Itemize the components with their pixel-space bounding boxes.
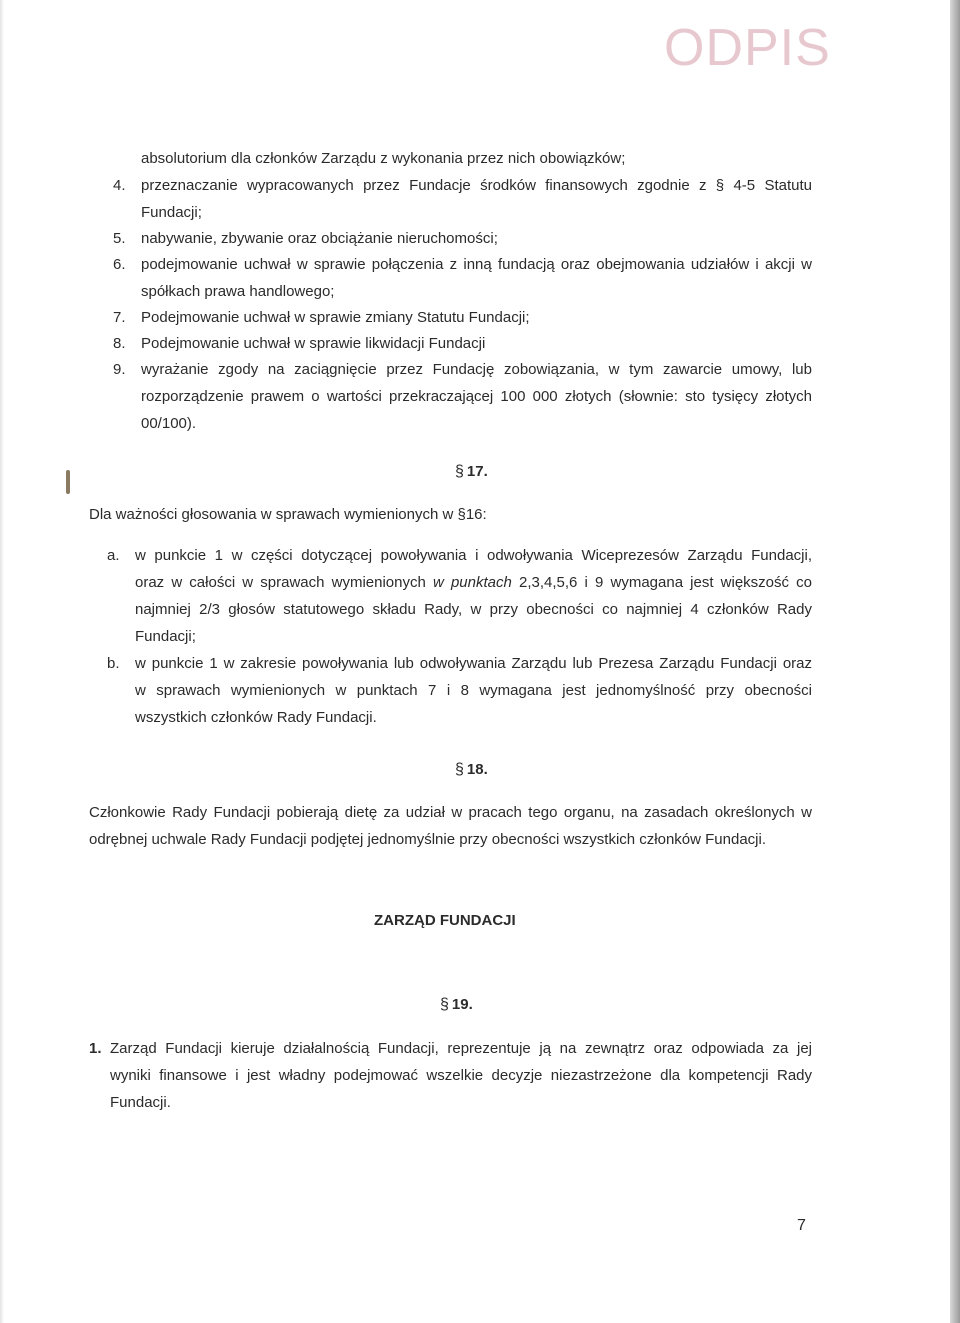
section-19-title: § 19. xyxy=(440,996,473,1013)
section-19-marker: 1. xyxy=(89,1040,102,1057)
list-item-number: 7. xyxy=(113,309,126,326)
list-item-line: spółkach prawa handlowego; xyxy=(141,283,335,300)
section-17-b-line: w sprawach wymienionych w punktach 7 i 8 wymagana jest jednomyślność przy obecności xyxy=(135,682,812,699)
list-item-line: Podejmowanie uchwał w sprawie zmiany Statutu Fundacji; xyxy=(141,309,530,326)
section-19-line: Fundacji. xyxy=(110,1094,171,1111)
list-item-line: Podejmowanie uchwał w sprawie likwidacji Fundacji xyxy=(141,335,486,352)
section-18-line: Członkowie Rady Fundacji pobierają dietę za udział w pracach tego organu, na zasadach określonych w xyxy=(89,804,812,821)
list-item-line: rozporządzenie prawem o wartości przekraczającej 100 000 złotych (słownie: sto tysięcy złotych xyxy=(141,388,812,405)
section-17-b-line: wszystkich członków Rady Fundacji. xyxy=(135,709,377,726)
section-19-line: Zarząd Fundacji kieruje działalnością Fundacji, reprezentuje ją na zewnątrz oraz odpowiada za jej xyxy=(110,1040,812,1057)
section-17-b-line: w punkcie 1 w zakresie powoływania lub odwoływania Zarządu lub Prezesa Zarządu Fundacji oraz xyxy=(135,655,812,672)
scan-edge-right xyxy=(950,0,960,1323)
copy-stamp: ODPIS xyxy=(664,19,831,77)
section-19-line: wyniki finansowe i jest władny podejmować wszelkie decyzje niezastrzeżone dla kompetencji Rady xyxy=(110,1067,812,1084)
section-17-a-line: najmniej 2/3 głosów statutowego składu Rady, w przy obecności co najmniej 4 członków Rady xyxy=(135,601,812,618)
list-item-line: wyrażanie zgody na zaciągnięcie przez Fundację zobowiązania, w tym zawarcie umowy, lub xyxy=(141,361,812,378)
list-item-line: 00/100). xyxy=(141,415,197,432)
list-item-number: 6. xyxy=(113,256,126,273)
list-item-number: 8. xyxy=(113,335,126,352)
section-17-a-line: Fundacji; xyxy=(135,628,196,645)
section-18-title: § 18. xyxy=(455,761,488,778)
section-17-a-line: oraz w całości w sprawach wymienionych w punktach 2,3,4,5,6 i 9 wymagana jest większość co xyxy=(135,574,813,591)
section-17-intro: Dla ważności głosowania w sprawach wymienionych w §16: xyxy=(89,506,487,523)
page-number: 7 xyxy=(797,1217,806,1234)
list-item-number: 5. xyxy=(113,230,126,247)
list-item-line: Fundacji; xyxy=(141,204,202,221)
list-item-line: przeznaczanie wypracowanych przez Fundacje środków finansowych zgodnie z § 4-5 Statutu xyxy=(141,177,812,194)
list-item-number: 4. xyxy=(113,177,126,194)
section-17-title: § 17. xyxy=(455,463,488,480)
list-item-line: absolutorium dla członków Zarządu z wykonania przez nich obowiązków; xyxy=(141,150,626,167)
chapter-heading: ZARZĄD FUNDACJI xyxy=(374,912,516,929)
punch-hole-mark xyxy=(66,470,70,494)
section-17-a-line: w punkcie 1 w części dotyczącej powoływania i odwoływania Wiceprezesów Zarządu Fundacji, xyxy=(135,547,812,564)
list-item-line: nabywanie, zbywanie oraz obciążanie nieruchomości; xyxy=(141,230,498,247)
list-item-line: podejmowanie uchwał w sprawie połączenia z inną fundacją oraz obejmowania udziałów i akcji w xyxy=(141,256,812,273)
section-18-line: odrębnej uchwale Rady Fundacji podjętej jednomyślnie przy obecności wszystkich członków Fundacji. xyxy=(89,831,767,848)
section-17-marker-b: b. xyxy=(107,655,120,672)
scan-edge-left xyxy=(0,0,4,1323)
list-item-number: 9. xyxy=(113,361,126,378)
section-17-marker-a: a. xyxy=(107,547,120,564)
